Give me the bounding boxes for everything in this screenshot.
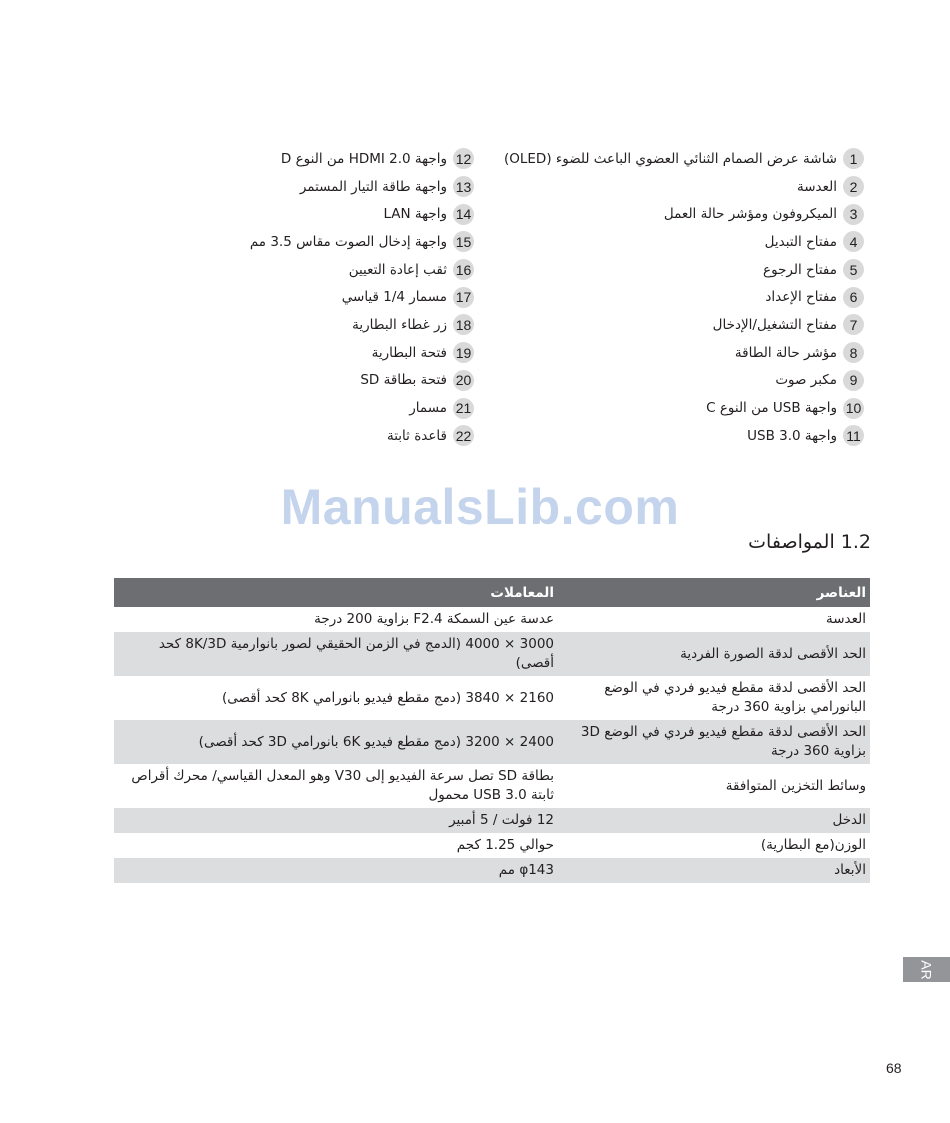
- part-label: مفتاح التبديل: [764, 233, 837, 250]
- spec-value: 3000 × 4000 (الدمج في الزمن الحقيقي لصور بانوارمية 8K/3D كحد أقصى): [114, 632, 558, 676]
- spec-item: الأبعاد: [558, 858, 870, 883]
- part-item: [504, 145, 864, 173]
- part-label: مفتاح التشغيل/الإدخال: [712, 316, 837, 333]
- part-number-badge: 14: [453, 204, 474, 225]
- part-item: [214, 200, 474, 228]
- language-tab-label: AR: [918, 959, 935, 980]
- part-number-badge: 22: [453, 425, 474, 446]
- part-number-badge: 5: [843, 259, 864, 280]
- part-item: [214, 283, 474, 311]
- part-label: مفتاح الإعداد: [765, 289, 837, 306]
- part-label: مكبر صوت: [775, 372, 837, 389]
- part-number-badge: 2: [843, 176, 864, 197]
- part-label: قاعدة ثابتة: [386, 427, 447, 444]
- parts-list-left: [214, 145, 474, 450]
- part-item: [504, 394, 864, 422]
- table-row: [114, 720, 870, 764]
- part-label: الميكروفون ومؤشر حالة العمل: [663, 206, 837, 223]
- part-item: [214, 394, 474, 422]
- spec-item: الدخل: [558, 808, 870, 833]
- part-number-badge: 20: [453, 370, 474, 391]
- spec-item: وسائط التخزين المتوافقة: [725, 777, 866, 794]
- table-row: [114, 858, 870, 883]
- part-item: [504, 311, 864, 339]
- specifications-table: [114, 578, 870, 883]
- part-label: واجهة HDMI 2.0 من النوع D: [280, 150, 447, 167]
- spec-item: العدسة: [825, 611, 866, 627]
- part-number-badge: 9: [843, 370, 864, 391]
- part-number-badge: 10: [843, 398, 864, 419]
- section-title: 1.2 المواصفات: [748, 531, 871, 553]
- part-item: [214, 339, 474, 367]
- part-label: واجهة طاقة التيار المستمر: [299, 178, 447, 195]
- spec-item: الحد الأقصى لدقة الصورة الفردية: [558, 632, 870, 676]
- spec-value: 2160 × 3840 (دمج مقطع فيديو بانورامي 8K كحد أقصى): [221, 689, 554, 706]
- part-number-badge: 19: [453, 342, 474, 363]
- header-parameters: المعاملات: [114, 578, 558, 607]
- part-item: [214, 173, 474, 201]
- part-label: واجهة USB 3.0: [747, 427, 837, 444]
- spec-value: φ143 مم: [114, 858, 558, 883]
- spec-value: 12 فولت / 5 أمبير: [114, 808, 558, 833]
- spec-item: الحد الأقصى لدقة مقطع فيديو فردي في الوضع 3D بزاوية 360 درجة: [558, 720, 870, 764]
- table-row: [114, 833, 870, 858]
- part-item: [214, 256, 474, 284]
- table-row: [114, 764, 870, 808]
- part-number-badge: 17: [453, 287, 474, 308]
- part-number-badge: 8: [843, 342, 864, 363]
- part-label: فتحة البطارية: [371, 344, 447, 361]
- language-tab: [903, 957, 950, 982]
- part-number-badge: 3: [843, 204, 864, 225]
- part-label: واجهة USB من النوع C: [706, 400, 837, 417]
- spec-value: 2400 × 3200 (دمج مقطع فيديو 6K بانورامي 3D كحد أقصى): [114, 720, 558, 764]
- part-item: [504, 283, 864, 311]
- part-item: [504, 367, 864, 395]
- part-number-badge: 18: [453, 314, 474, 335]
- spec-item: الحد الأقصى لدقة مقطع فيديو فردي في الوضع البانورامي بزاوية 360 درجة: [604, 680, 866, 715]
- watermark-text: ManualsLib.com: [280, 479, 680, 535]
- part-item: [214, 367, 474, 395]
- part-label: واجهة إدخال الصوت مقاس 3.5 مم: [249, 233, 447, 250]
- part-label: واجهة LAN: [383, 206, 447, 223]
- table-row: [114, 676, 870, 720]
- part-number-badge: 12: [453, 148, 474, 169]
- spec-value: بطاقة SD تصل سرعة الفيديو إلى V30 وهو المعدل القياسي/ محرك أقراص ثابتة USB 3.0 محمول: [131, 768, 554, 803]
- page-number: 68: [886, 1060, 902, 1076]
- part-label: مسمار 1/4 قياسي: [341, 289, 447, 306]
- part-number-badge: 21: [453, 398, 474, 419]
- part-item: [504, 173, 864, 201]
- part-number-badge: 15: [453, 231, 474, 252]
- spec-value: حوالي 1.25 كجم: [456, 837, 554, 853]
- part-number-badge: 11: [843, 425, 864, 446]
- part-label: مسمار: [409, 400, 447, 417]
- part-item: [504, 228, 864, 256]
- part-label: فتحة بطاقة SD: [360, 372, 447, 389]
- header-items: العناصر: [558, 578, 870, 607]
- part-label: زر غطاء البطارية: [352, 316, 447, 333]
- table-row: [114, 808, 870, 833]
- part-number-badge: 7: [843, 314, 864, 335]
- spec-item: الوزن(مع البطارية): [760, 837, 866, 853]
- part-item: [214, 311, 474, 339]
- part-item: [214, 145, 474, 173]
- part-number-badge: 13: [453, 176, 474, 197]
- part-number-badge: 16: [453, 259, 474, 280]
- part-label: مفتاح الرجوع: [763, 261, 837, 278]
- part-label: العدسة: [796, 178, 837, 195]
- spec-value: عدسة عين السمكة F2.4 بزاوية 200 درجة: [314, 611, 554, 627]
- part-label: مؤشر حالة الطاقة: [734, 344, 837, 361]
- part-item: [504, 422, 864, 450]
- part-number-badge: 6: [843, 287, 864, 308]
- part-number-badge: 4: [843, 231, 864, 252]
- part-label: شاشة عرض الصمام الثنائي العضوي الباعث للضوء (OLED): [503, 150, 837, 167]
- part-item: [504, 256, 864, 284]
- table-header-row: [114, 578, 870, 607]
- part-item: [504, 339, 864, 367]
- part-label: ثقب إعادة التعيين: [348, 261, 447, 278]
- table-row: [114, 632, 870, 676]
- table-row: [114, 607, 870, 632]
- part-item: [504, 200, 864, 228]
- part-item: [214, 228, 474, 256]
- part-number-badge: 1: [843, 148, 864, 169]
- parts-list-right: [504, 145, 864, 450]
- part-item: [214, 422, 474, 450]
